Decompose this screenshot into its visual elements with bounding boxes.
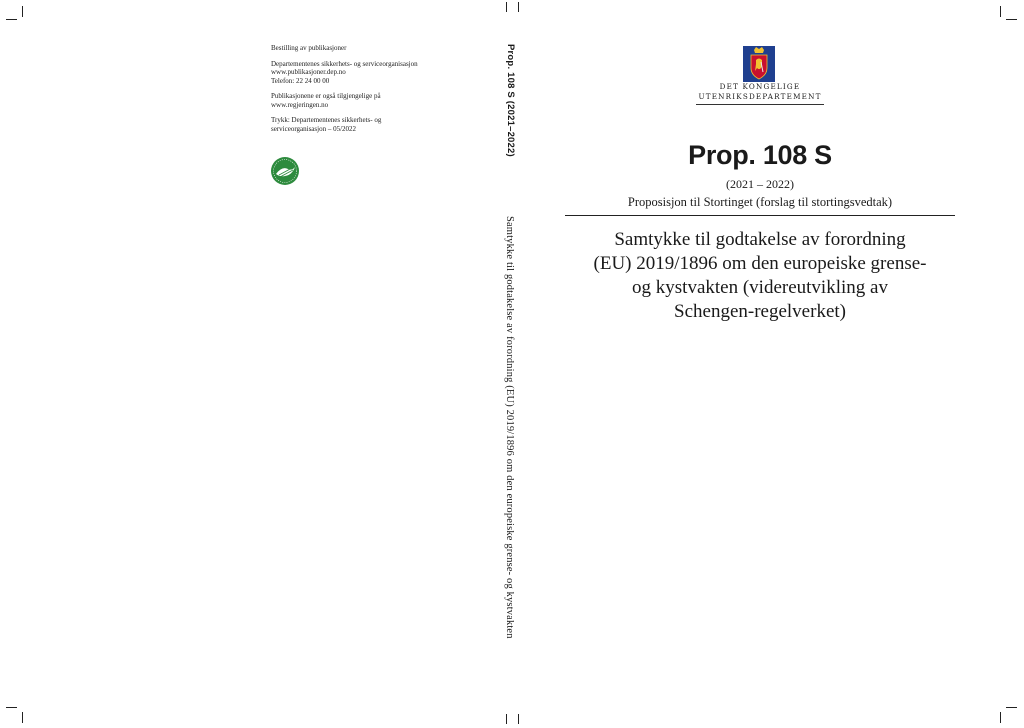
availability-block — [271, 92, 471, 109]
crop-mark — [6, 707, 17, 708]
crop-mark — [518, 2, 519, 12]
availability-text: Publikasjonene er også tilgjengelige på — [271, 92, 381, 100]
document-title — [565, 228, 955, 324]
crop-mark — [6, 19, 17, 20]
crop-mark — [1000, 712, 1001, 723]
spine-subtitle: Samtykke til godtakelse av forordning (EU) 2019/1896 om den europeiske grense- og kystvakten — [504, 216, 515, 639]
crop-mark — [506, 714, 507, 724]
title-line-2: (EU) 2019/1896 om den europeiske grense- — [593, 253, 927, 274]
availability-url: www.regjeringen.no — [271, 100, 329, 109]
crop-mark — [1000, 6, 1001, 17]
org-phone: Telefon: 22 24 00 00 — [271, 76, 330, 85]
department-line-1: DET KONGELIGE — [719, 82, 801, 91]
back-cover-info — [271, 44, 471, 140]
spine-title: Prop. 108 S (2021–2022) — [505, 44, 516, 157]
crop-mark — [1006, 19, 1017, 20]
royal-coat-of-arms-icon — [741, 44, 777, 84]
print-line-1: Trykk: Departementenes sikkerhets- og — [271, 116, 382, 124]
title-line-4: Schengen-regelverket) — [674, 301, 846, 322]
org-url: www.publikasjoner.dep.no — [271, 68, 346, 76]
org-block — [271, 60, 471, 86]
crop-mark — [518, 714, 519, 724]
print-line-2: serviceorganisasjon – 05/2022 — [271, 124, 357, 133]
ordering-heading: Bestilling av publikasjoner — [271, 44, 347, 52]
title-divider — [565, 215, 955, 216]
crop-mark — [1006, 707, 1017, 708]
session-years: (2021 – 2022) — [726, 177, 794, 191]
department-name — [660, 82, 860, 102]
department-divider — [696, 104, 824, 105]
document-type: Proposisjon til Stortinget (forslag til stortingsvedtak) — [627, 195, 893, 209]
crop-mark — [22, 6, 23, 17]
title-line-3: og kystvakten (videreutvikling av — [632, 277, 888, 298]
org-name: Departementenes sikkerhets- og serviceorganisasjon — [271, 59, 418, 68]
department-line-2: UTENRIKSDEPARTEMENT — [698, 92, 822, 101]
nordic-swan-ecolabel-icon — [270, 156, 300, 186]
title-line-1: Samtykke til godtakelse av forordning — [614, 229, 906, 250]
crop-mark — [506, 2, 507, 12]
print-block — [271, 116, 471, 133]
crop-mark — [22, 712, 23, 723]
proposition-number: Prop. 108 S — [688, 140, 832, 170]
